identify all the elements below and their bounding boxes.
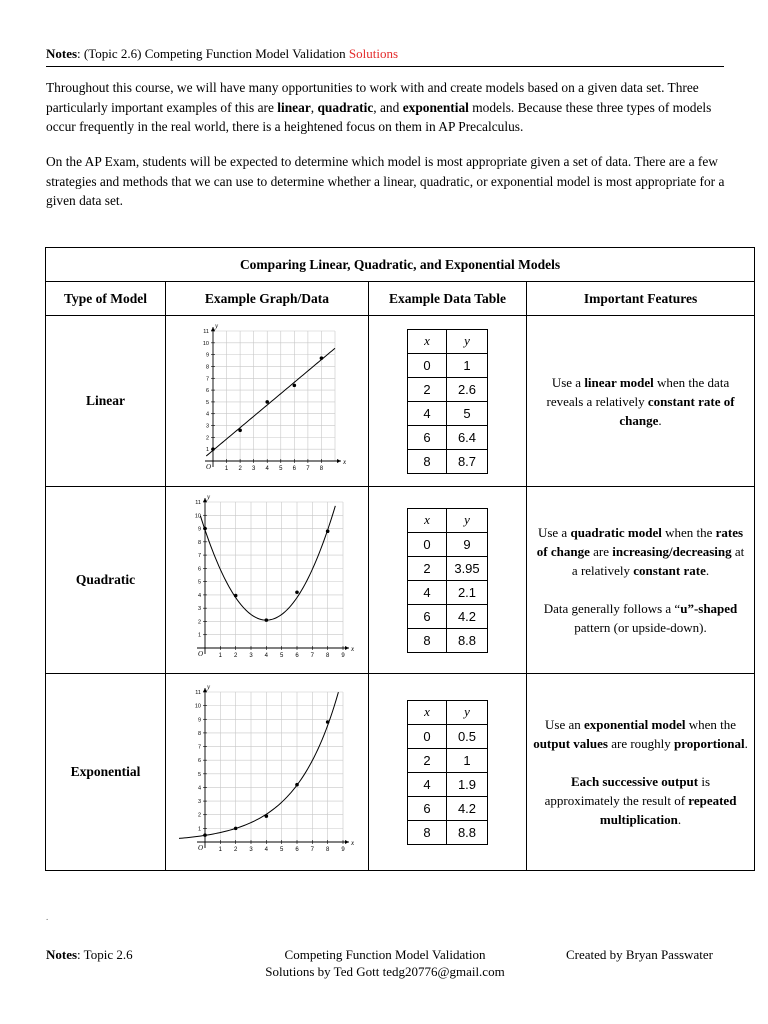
- x-tick-label: 4: [264, 653, 269, 659]
- header-features: Important Features: [527, 282, 755, 316]
- x-tick-label: 5: [279, 847, 284, 853]
- data-point: [295, 783, 299, 787]
- data-table-exponential-cell: [369, 674, 527, 871]
- origin-label: O: [198, 650, 204, 658]
- x-tick-label: 9: [341, 653, 345, 659]
- x-axis-arrow: [345, 646, 349, 650]
- y-tick-label: 5: [205, 399, 209, 406]
- data-table-linear: x y 0 1 2 2.6 4 5 6 6.4 8 8.7: [407, 329, 488, 474]
- y-tick-label: 3: [205, 423, 209, 430]
- y-tick-label: 5: [197, 579, 201, 586]
- header-topic: : (Topic 2.6) Competing Function Model Validation: [77, 46, 346, 61]
- data-point: [265, 400, 269, 404]
- graph-quadratic-cell: [166, 487, 369, 674]
- exponential-graph: [179, 682, 355, 862]
- x-tick-label: 8: [325, 847, 330, 853]
- model-type-exponential: Exponential: [46, 674, 166, 871]
- data-point: [203, 527, 207, 531]
- stray-dot: .: [46, 912, 49, 922]
- data-point: [295, 590, 299, 594]
- x-axis-label: x: [351, 839, 355, 847]
- y-tick-label: 11: [203, 329, 209, 335]
- quadratic-graph: [179, 492, 355, 668]
- x-axis-label: x: [343, 458, 347, 466]
- y-tick-label: 4: [197, 785, 201, 792]
- graph-linear-cell: [166, 316, 369, 487]
- y-tick-label: 4: [197, 592, 201, 599]
- y-tick-label: 8: [197, 730, 201, 737]
- y-tick-label: 11: [195, 500, 201, 506]
- y-tick-label: 2: [197, 812, 201, 819]
- data-point: [234, 594, 238, 598]
- y-tick-label: 11: [195, 690, 201, 696]
- y-tick-label: 10: [202, 340, 209, 347]
- y-tick-label: 6: [197, 758, 201, 765]
- data-point: [326, 529, 330, 533]
- x-axis-arrow: [337, 459, 341, 463]
- x-tick-label: 8: [325, 653, 330, 659]
- x-tick-label: 7: [310, 847, 315, 853]
- x-tick-label: 4: [265, 466, 269, 472]
- y-tick-label: 10: [194, 513, 201, 520]
- data-table-quadratic: x y 0 9 2 3.95 4 2.1 6 4.2 8 8.8: [407, 508, 488, 653]
- x-tick-label: 5: [279, 466, 283, 472]
- y-tick-label: 10: [194, 703, 201, 710]
- data-table-quadratic-cell: [369, 487, 527, 674]
- data-point: [320, 356, 324, 360]
- x-tick-label: 6: [295, 847, 299, 853]
- y-tick-label: 4: [205, 411, 209, 418]
- data-point: [238, 428, 242, 432]
- x-tick-label: 7: [306, 466, 310, 472]
- x-tick-label: 3: [249, 847, 253, 853]
- fit-curve: [179, 692, 338, 839]
- x-tick-label: 6: [292, 466, 297, 472]
- data-point: [211, 447, 215, 451]
- header-type: Type of Model: [46, 282, 166, 316]
- x-tick-label: 9: [341, 847, 345, 853]
- y-tick-label: 6: [197, 566, 201, 573]
- y-axis-label: y: [207, 493, 211, 501]
- x-axis-arrow: [345, 840, 349, 844]
- features-exponential: Use an exponential model when the output values are roughly proportional. Each successive output is approximately the result of repeated multiplication.: [527, 674, 755, 871]
- features-linear: Use a linear model when the data reveals a relatively constant rate of change.: [527, 316, 755, 487]
- header-label: Notes: [46, 46, 78, 61]
- x-axis-label: x: [351, 645, 355, 653]
- x-tick-label: 7: [310, 653, 315, 659]
- models-comparison-table: [45, 247, 755, 871]
- y-tick-label: 1: [205, 447, 209, 454]
- intro-paragraph-1: Throughout this course, we will have many opportunities to work with and create models based on a given data set. Three particularly important examples of this are linear, quadratic, and exponential models. Because these three types of models occur frequently in the real world, there is a heightened focus on them in AP Precalculus.: [46, 80, 712, 134]
- x-tick-label: 2: [233, 653, 238, 659]
- model-type-quadratic: Quadratic: [46, 487, 166, 674]
- data-table-exponential: x y 0 0.5 2 1 4 1.9 6 4.2 8 8.8: [407, 700, 488, 845]
- x-tick-label: 2: [238, 466, 242, 472]
- y-tick-label: 7: [205, 376, 209, 383]
- y-tick-label: 3: [197, 799, 201, 806]
- intro-paragraph-2: On the AP Exam, students will be expected to determine which model is most appropriate given a set of data. There are a few strategies and methods that we can use to determine whether a linear, quadratic, or exponential model is most appropriate for a given data set.: [46, 154, 725, 208]
- header-data-table: Example Data Table: [369, 282, 527, 316]
- x-tick-label: 1: [218, 847, 223, 853]
- y-tick-label: 3: [197, 606, 201, 613]
- origin-label: O: [198, 844, 204, 852]
- model-type-linear: Linear: [46, 316, 166, 487]
- x-tick-label: 1: [218, 653, 223, 659]
- footer-center: Competing Function Model Validation Solutions by Ted Gott tedg20776@gmail.com: [265, 947, 505, 979]
- x-tick-label: 8: [319, 466, 324, 472]
- x-tick-label: 3: [251, 466, 256, 472]
- y-tick-label: 6: [205, 388, 209, 395]
- linear-graph: [187, 321, 347, 481]
- data-point: [234, 827, 238, 831]
- y-axis-label: y: [215, 322, 219, 330]
- table-title: Comparing Linear, Quadratic, and Exponential Models: [46, 248, 755, 282]
- x-tick-label: 3: [249, 653, 253, 659]
- table-row: [46, 487, 755, 674]
- y-tick-label: 9: [197, 526, 201, 533]
- y-tick-label: 1: [197, 632, 201, 639]
- footer-left: Notes: Topic 2.6: [46, 947, 133, 962]
- y-tick-label: 8: [205, 364, 209, 371]
- data-point: [265, 618, 269, 622]
- features-quadratic: Use a quadratic model when the rates of change are increasing/decreasing at a relatively constant rate. Data generally follows a “u”-shaped pattern (or upside-down).: [527, 487, 755, 674]
- x-tick-label: 1: [224, 466, 229, 472]
- x-tick-label: 5: [279, 653, 284, 659]
- y-tick-label: 9: [205, 352, 209, 359]
- table-row: [46, 316, 755, 487]
- y-axis-label: y: [207, 683, 211, 691]
- y-tick-label: 1: [197, 826, 201, 833]
- data-point: [265, 814, 269, 818]
- header-solutions: Solutions: [348, 46, 398, 61]
- data-point: [293, 384, 297, 388]
- x-tick-label: 2: [233, 847, 238, 853]
- y-tick-label: 9: [197, 717, 201, 724]
- data-point: [203, 833, 207, 837]
- origin-label: O: [206, 463, 212, 471]
- footer-right: Created by Bryan Passwater: [566, 947, 713, 962]
- header-graph: Example Graph/Data: [166, 282, 369, 316]
- data-point: [326, 720, 330, 724]
- y-tick-label: 2: [197, 619, 201, 626]
- x-tick-label: 4: [264, 847, 269, 853]
- data-table-linear-cell: [369, 316, 527, 487]
- y-tick-label: 5: [197, 771, 201, 778]
- y-tick-label: 7: [197, 744, 201, 751]
- page-header: [46, 46, 724, 67]
- y-tick-label: 2: [205, 435, 209, 442]
- y-tick-label: 8: [197, 539, 201, 546]
- table-row: [46, 674, 755, 871]
- x-tick-label: 6: [295, 653, 299, 659]
- graph-exponential-cell: [166, 674, 369, 871]
- y-tick-label: 7: [197, 553, 201, 560]
